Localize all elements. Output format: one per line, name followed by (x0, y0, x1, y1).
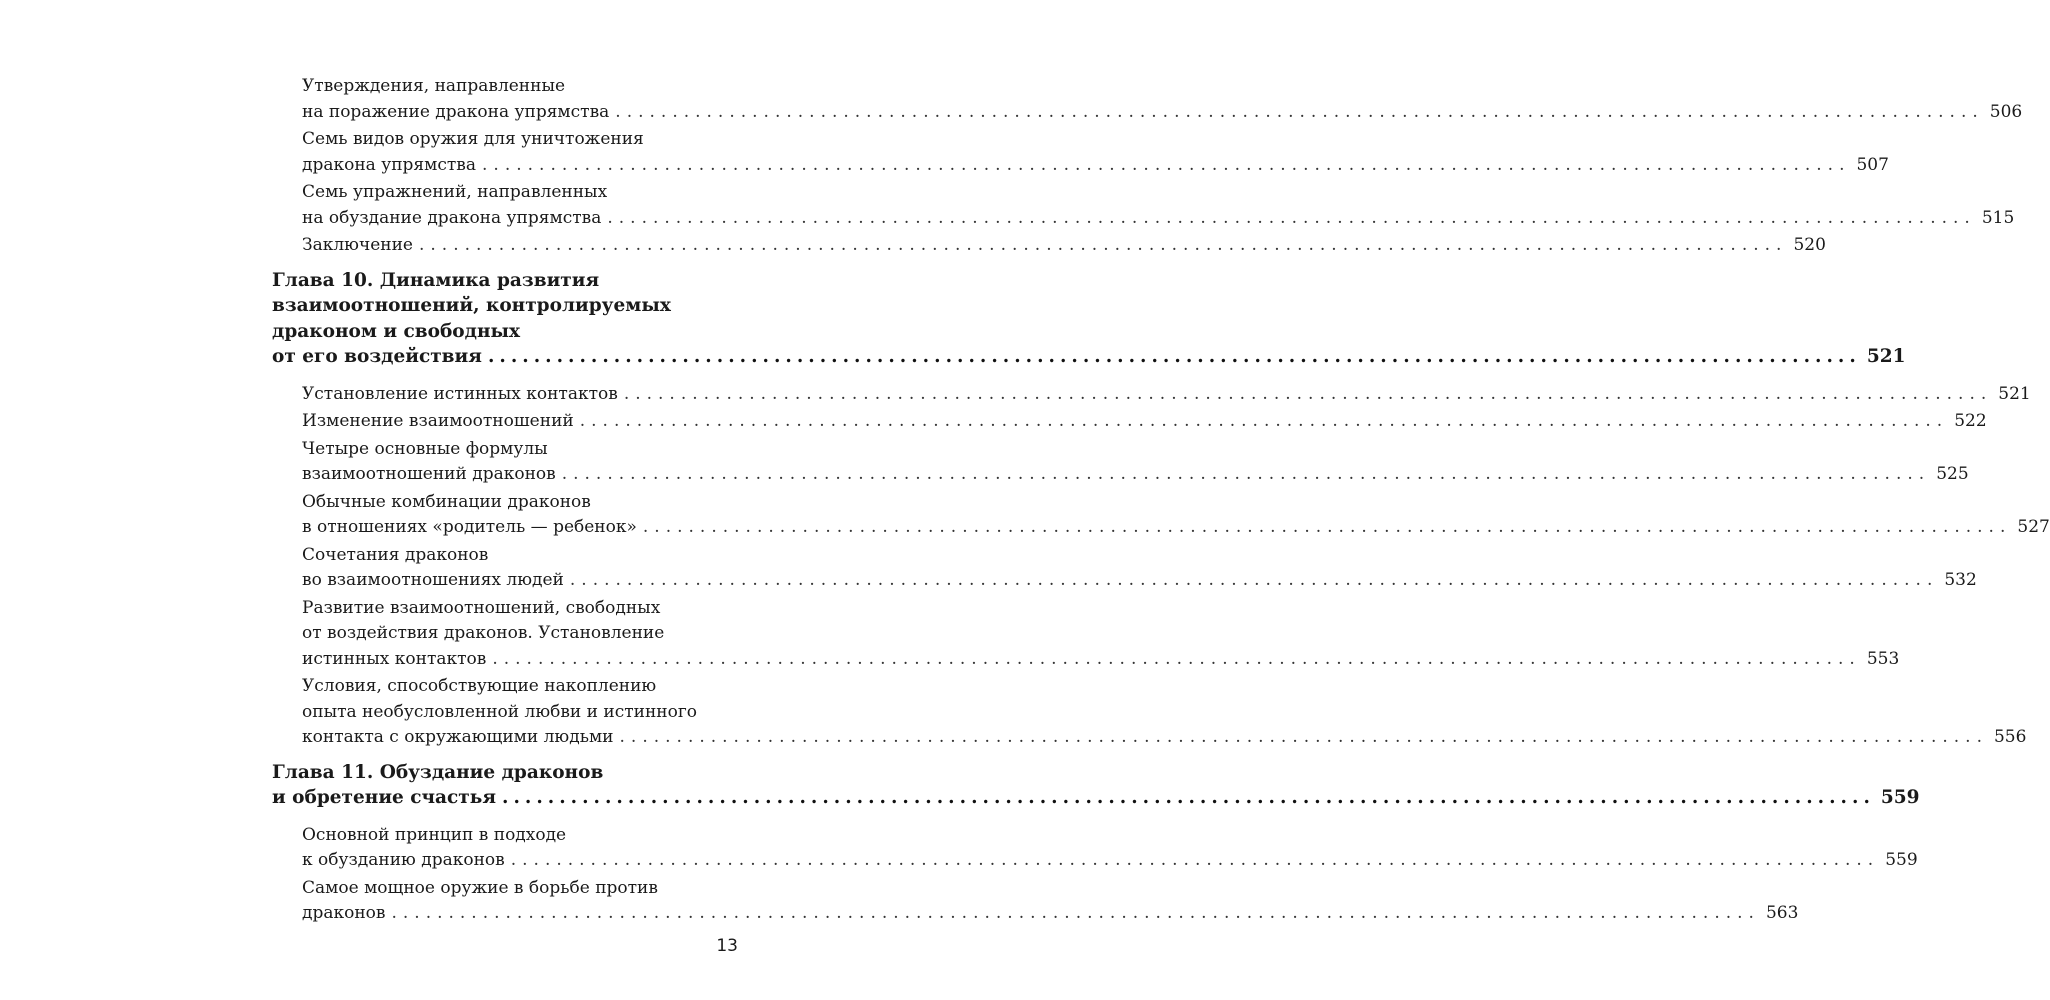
toc-entry-title: и обретение счастья (272, 787, 496, 808)
toc-entry-title: на поражение дракона упрямства (302, 101, 610, 122)
page-number: 13 (716, 936, 738, 956)
toc-entry-title: истинных контактов (302, 648, 487, 669)
toc-entry-line: Глава 11. Обуздание драконов (272, 761, 604, 783)
toc-entry-last-line (302, 206, 2015, 232)
toc-entry-last-line (272, 785, 1920, 811)
toc-entry (272, 74, 2023, 125)
toc-entry (272, 596, 1900, 673)
toc-page-number: 507 (1856, 154, 1889, 175)
toc-chapter (272, 268, 1906, 370)
toc-entry (272, 233, 1826, 259)
table-of-contents (272, 74, 2050, 929)
dot-leader: ........................................................................................................................ (615, 101, 1984, 122)
toc-page-number: 559 (1880, 787, 1920, 808)
toc-entry-last-line (302, 382, 2031, 408)
toc-page-number: 506 (1989, 101, 2023, 122)
toc-entry-last-line (302, 725, 2027, 751)
toc-entry-line: Основной принцип в подходе (302, 824, 567, 845)
toc-entry-title: Изменение взаимоотношений (302, 411, 574, 431)
toc-page-number: 563 (1765, 903, 1799, 923)
toc-entry-line: Четыре основные формулы (302, 438, 548, 459)
toc-entry-line: Семь упражнений, направленных (302, 182, 608, 202)
toc-entry (272, 382, 2031, 408)
dot-leader: ........................................................................................................................ (623, 383, 1993, 404)
dot-leader: ........................................................................................................................ (579, 411, 1949, 431)
toc-page-number: 556 (1993, 727, 2027, 747)
toc-entry-title: Заключение (302, 235, 413, 255)
dot-leader: ........................................................................................................................ (492, 648, 1861, 669)
dot-leader: ........................................................................................................................ (569, 570, 1939, 590)
toc-entry (272, 490, 2050, 541)
dot-leader: ........................................................................................................................ (642, 517, 2012, 537)
toc-entry-line: Утверждения, направленные (302, 76, 566, 96)
toc-entry-line: Условия, способствующие накоплению (302, 676, 657, 696)
toc-entry (272, 180, 2015, 231)
toc-entry-last-line (302, 901, 1799, 927)
toc-entry-line: Глава 10. Динамика развития (272, 269, 600, 291)
dot-leader: ........................................................................................................................ (607, 207, 1976, 228)
toc-page-number: 527 (2017, 517, 2050, 537)
dot-leader: ........................................................................................................................ (418, 235, 1788, 255)
toc-entry-line: Обычные комбинации драконов (302, 491, 591, 512)
toc-entry-last-line (302, 647, 1900, 673)
toc-entry-last-line (302, 409, 1987, 435)
toc-entry-title: на обуздание дракона упрямства (302, 207, 602, 228)
toc-entry (272, 674, 2027, 751)
dot-leader: ........................................................................................................................ (510, 850, 1880, 870)
toc-entry-line: драконом и свободных (272, 320, 521, 342)
toc-entry (272, 543, 1977, 594)
toc-page-number: 532 (1944, 570, 1977, 590)
dot-leader: ........................................................................................................................ (502, 787, 1875, 808)
dot-leader: ........................................................................................................................ (391, 903, 1760, 923)
toc-page-number: 559 (1885, 850, 1918, 870)
toc-chapter (272, 760, 1920, 811)
toc-entry (272, 409, 1987, 435)
toc-page-number: 520 (1793, 235, 1826, 255)
toc-entry-line: Самое мощное оружие в борьбе против (302, 877, 658, 898)
toc-entry-title: контакта с окружающими людьми (302, 727, 614, 747)
dot-leader: ........................................................................................................................ (487, 346, 1861, 367)
dot-leader: ........................................................................................................................ (619, 727, 1988, 747)
toc-page-number: 521 (1998, 383, 2031, 404)
toc-entry (272, 127, 1889, 178)
toc-entry (272, 876, 1799, 927)
toc-entry-last-line (302, 153, 1889, 179)
toc-entry-last-line (302, 515, 2050, 541)
toc-entry-last-line (302, 462, 1969, 488)
toc-entry-line: Семь видов оружия для уничтожения (302, 129, 644, 149)
toc-entry-title: дракона упрямства (302, 154, 477, 175)
toc-entry-title: драконов (302, 903, 386, 923)
toc-entry-title: во взаимоотношениях людей (302, 570, 564, 590)
dot-leader: ........................................................................................................................ (482, 154, 1851, 175)
toc-entry-title: к обузданию драконов (302, 850, 505, 870)
toc-entry-title: в отношениях «родитель — ребенок» (302, 517, 637, 537)
toc-entry-line: от воздействия драконов. Установление (302, 623, 665, 643)
toc-entry-last-line (302, 568, 1977, 594)
toc-entry-title: Установление истинных контактов (302, 383, 618, 404)
toc-entry-line: взаимоотношений, контролируемых (272, 295, 671, 316)
toc-page-number: 553 (1866, 648, 1900, 669)
toc-page-number: 525 (1936, 464, 1969, 484)
toc-entry-last-line (302, 100, 2023, 126)
toc-page-number: 515 (1981, 207, 2015, 228)
toc-entry-last-line (302, 848, 1918, 874)
toc-entry-line: опыта необусловленной любви и истинного (302, 701, 698, 722)
dot-leader: ........................................................................................................................ (561, 464, 1931, 484)
toc-entry (272, 823, 1918, 874)
toc-entry (272, 437, 1969, 488)
toc-entry-line: Развитие взаимоотношений, свободных (302, 597, 661, 618)
toc-page-number: 522 (1954, 411, 1987, 431)
toc-entry-line: Сочетания драконов (302, 544, 489, 565)
toc-entry-title: взаимоотношений драконов (302, 464, 556, 484)
toc-entry-title: от его воздействия (272, 346, 482, 367)
toc-entry-last-line (302, 233, 1826, 259)
toc-page-number: 521 (1866, 346, 1906, 367)
toc-entry-last-line (272, 344, 1906, 370)
